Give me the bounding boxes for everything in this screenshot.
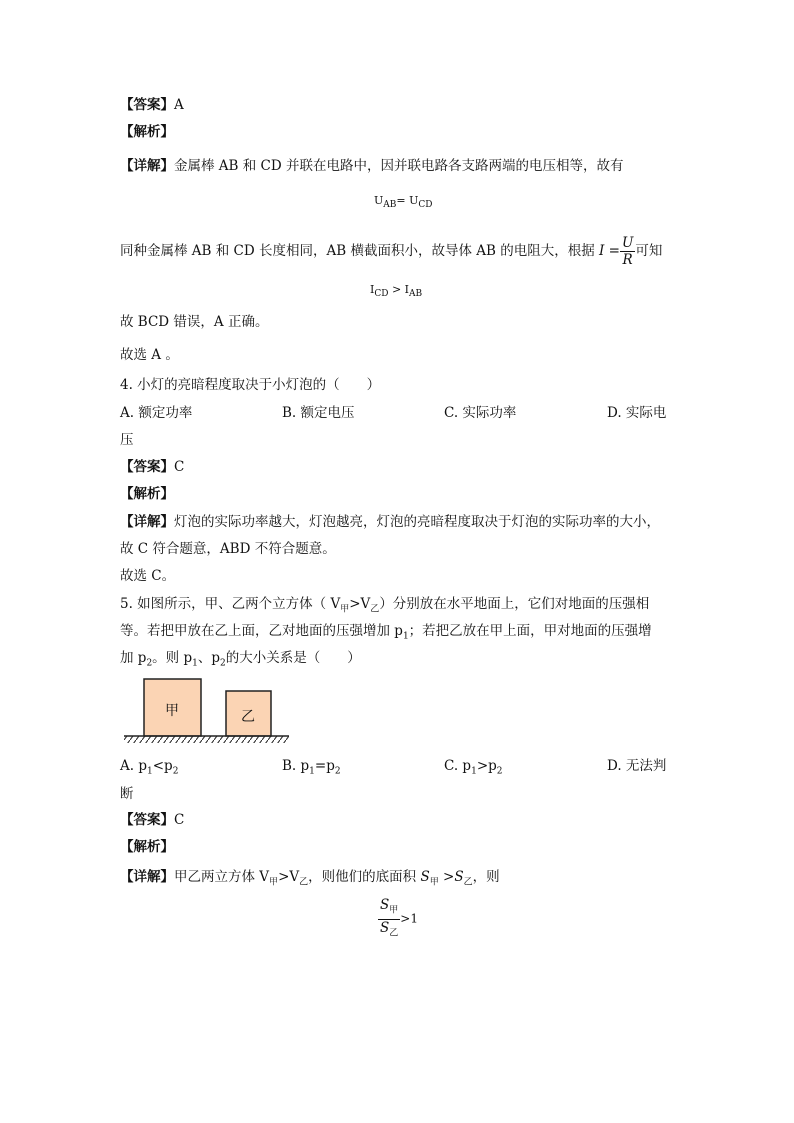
q4-choose: 故选 C。 xyxy=(120,568,176,584)
option-text: B. p xyxy=(282,758,310,774)
q5-option-c xyxy=(444,757,503,781)
q4-detail-line-1 xyxy=(120,513,660,531)
area-subscript: 甲 xyxy=(389,905,399,916)
detail-text: ，则 xyxy=(472,869,500,885)
q3-detail-line-1 xyxy=(120,157,624,175)
q4-option-b: B. 额定电压 xyxy=(282,405,355,421)
option-subscript: 1 xyxy=(471,766,477,777)
answer-value: A xyxy=(174,97,184,113)
option-text: >p xyxy=(476,758,497,774)
eq-subscript: CD xyxy=(418,200,433,211)
ratio-fraction xyxy=(378,897,400,941)
detail-tag: 【详解】 xyxy=(120,514,174,530)
stem-text: >V xyxy=(349,596,371,612)
q3-choose: 故选 A 。 xyxy=(120,347,179,363)
eq-subscript: CD xyxy=(374,289,389,300)
stem-text: 。则 p xyxy=(152,650,193,666)
area-symbol: S xyxy=(380,919,390,936)
q4-option-a: A. 额定功率 xyxy=(120,405,193,421)
detail-subscript: 甲 xyxy=(269,877,279,888)
area-subscript: 乙 xyxy=(389,928,399,939)
option-text: C. p xyxy=(444,758,472,774)
area-symbol: S xyxy=(454,869,464,885)
answer-value: C xyxy=(174,459,185,475)
eq-subscript: AB xyxy=(383,200,397,211)
cube-jia-label: 甲 xyxy=(165,703,179,719)
eq-symbol: U xyxy=(374,194,384,207)
option-subscript: 1 xyxy=(309,766,315,777)
q3-equation-current xyxy=(370,281,422,303)
detail-text: 甲乙两立方体 V xyxy=(174,869,270,885)
area-symbol: S xyxy=(380,897,390,913)
detail-text: 金属棒 AB 和 CD 并联在电路中，因并联电路各支路两端的电压相等，故有 xyxy=(174,158,624,174)
option-text: D. 无法判 xyxy=(607,758,667,774)
stem-text: ；若把乙放在甲上面，甲对地面的压强增 xyxy=(408,623,652,639)
formula-fraction xyxy=(620,235,635,268)
cube-yi-label: 乙 xyxy=(241,709,255,725)
q5-detail-line xyxy=(120,868,500,892)
ratio-rhs: >1 xyxy=(400,911,418,926)
q5-stem-line-2 xyxy=(120,622,652,646)
eq-symbol: = U xyxy=(396,194,419,207)
q5-answer-line xyxy=(120,811,184,829)
option-text: <p xyxy=(152,758,173,774)
stem-text: ）分别放在水平地面上，它们对地面的压强相 xyxy=(379,596,650,612)
q5-stem-line-3 xyxy=(120,649,361,673)
cubes-diagram xyxy=(124,676,294,746)
option-subscript: 2 xyxy=(172,766,179,777)
area-symbol: S xyxy=(420,869,430,885)
q5-option-d-wrap: 断 xyxy=(120,786,134,802)
q3-analysis-tag: 【解析】 xyxy=(120,124,174,140)
q4-option-c: C. 实际功率 xyxy=(444,405,517,421)
formula-lhs: I = xyxy=(599,243,620,259)
q4-analysis-tag: 【解析】 xyxy=(120,486,174,502)
stem-subscript: 乙 xyxy=(370,604,380,615)
stem-text: 的大小关系是（ ） xyxy=(225,650,361,666)
stem-text: 5. 如图所示，甲、乙两个立方体（ V xyxy=(120,596,341,612)
eq-symbol: > I xyxy=(388,283,410,296)
q5-diagram xyxy=(124,676,294,746)
option-subscript: 2 xyxy=(334,766,341,777)
area-subscript: 乙 xyxy=(463,877,473,888)
stem-text: 加 p xyxy=(120,650,147,666)
stem-subscript: 2 xyxy=(220,658,226,669)
q3-answer-line xyxy=(120,96,184,114)
answer-value: C xyxy=(174,812,185,828)
ratio-denominator xyxy=(378,920,400,942)
stem-subscript: 2 xyxy=(146,658,153,669)
q5-stem-line-1 xyxy=(120,595,649,619)
option-subscript: 2 xyxy=(496,766,503,777)
q5-option-a xyxy=(120,757,178,781)
stem-subscript: 1 xyxy=(192,658,198,669)
q5-analysis-tag: 【解析】 xyxy=(120,839,174,855)
q3-equation-voltage xyxy=(374,192,433,214)
q4-option-d-wrap: 压 xyxy=(120,432,134,448)
fraction-numerator: U xyxy=(621,235,634,251)
option-text: =p xyxy=(314,758,335,774)
q5-option-d xyxy=(607,757,666,775)
ground-hatch xyxy=(124,736,289,743)
option-text: A. p xyxy=(120,758,147,774)
eq-subscript: AB xyxy=(409,289,423,300)
eq-symbol: I xyxy=(370,283,375,296)
detail-text: 同种金属棒 AB 和 CD 长度相同，AB 横截面积小，故导体 AB 的电阻大，根据 xyxy=(120,243,595,259)
detail-tag: 【详解】 xyxy=(120,158,174,174)
detail-text: ，则他们的底面积 xyxy=(308,869,417,885)
answer-tag: 【答案】 xyxy=(120,459,174,475)
q3-detail-line-2 xyxy=(120,235,662,268)
detail-tag: 【详解】 xyxy=(120,869,174,885)
option-subscript: 1 xyxy=(146,766,153,777)
detail-subscript: 乙 xyxy=(299,877,309,888)
answer-tag: 【答案】 xyxy=(120,812,174,828)
answer-tag: 【答案】 xyxy=(120,97,174,113)
detail-text: 灯泡的实际功率越大，灯泡越亮，灯泡的亮暗程度取决于灯泡的实际功率的大小， xyxy=(174,514,660,530)
area-subscript: 甲 xyxy=(429,877,439,888)
q4-option-d: D. 实际电 xyxy=(607,405,667,421)
stem-subscript: 1 xyxy=(402,631,409,642)
detail-text: > xyxy=(438,869,455,885)
ratio-numerator xyxy=(378,897,400,920)
q4-detail-line-2: 故 C 符合题意，ABD 不符合题意。 xyxy=(120,541,336,557)
stem-text: 、p xyxy=(197,650,220,666)
q3-conclusion: 故 BCD 错误，A 正确。 xyxy=(120,314,269,330)
detail-text: >V xyxy=(278,869,300,885)
q5-option-b xyxy=(282,757,341,781)
stem-subscript: 甲 xyxy=(340,604,350,615)
q4-answer-line xyxy=(120,458,184,476)
stem-text: 等。若把甲放在乙上面，乙对地面的压强增加 p xyxy=(120,623,403,639)
q5-ratio-equation xyxy=(378,897,418,941)
q4-stem: 4. 小灯的亮暗程度取决于小灯泡的（ ） xyxy=(120,377,381,393)
fraction-denominator: R xyxy=(622,252,633,268)
detail-text: 可知 xyxy=(635,243,663,259)
